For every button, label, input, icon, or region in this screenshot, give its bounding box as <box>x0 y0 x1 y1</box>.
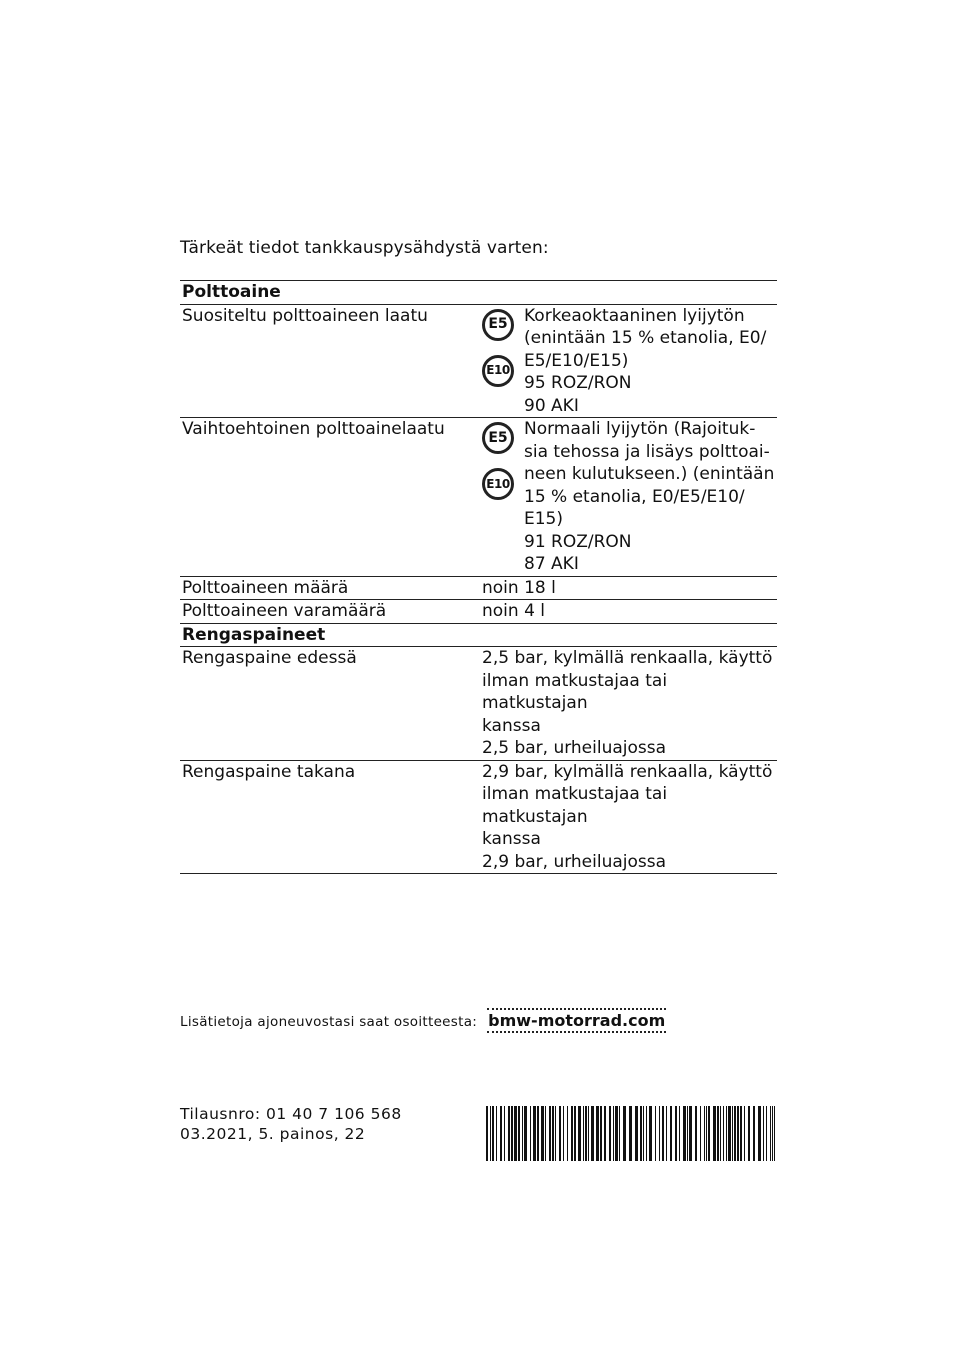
value-line: 95 ROZ/RON <box>524 373 632 393</box>
value-line: kanssa <box>482 715 541 736</box>
value-line: 2,5 bar, urheiluajossa <box>482 738 667 758</box>
fuel-icons <box>482 418 524 576</box>
value-line: E15) <box>524 509 564 529</box>
e5-fuel-icon: E5 <box>482 422 514 454</box>
value-line: neen kulutukseen.) (enintään <box>524 464 775 484</box>
row-value-fuel-reserve: noin 4 l <box>482 601 546 621</box>
table-row-tyre-rear <box>180 761 777 875</box>
table-row-alternative-fuel <box>180 418 777 577</box>
value-line: Korkeaoktaaninen lyijytön <box>524 305 745 326</box>
value-line: 90 AKI <box>524 395 579 416</box>
section-header-fuel <box>180 281 777 305</box>
value-line: (enintään 15 % etanolia, E0/ <box>524 328 767 348</box>
intro-heading: Tärkeät tiedot tankkauspysähdystä varten: <box>180 238 549 258</box>
table-row-fuel-capacity <box>180 577 777 601</box>
refuel-info-table <box>180 280 777 874</box>
e5-fuel-icon: E5 <box>482 309 514 341</box>
section-header-tyres <box>180 624 777 648</box>
value-line: E5/E10/E15) <box>524 350 629 371</box>
row-label-tyre-front: Rengaspaine edessä <box>182 648 357 668</box>
footer-info <box>180 1008 666 1033</box>
row-value-fuel-capacity: noin 18 l <box>482 577 556 598</box>
website-link[interactable]: bmw-motorrad.com <box>487 1008 666 1033</box>
row-value-alternative-fuel <box>524 418 777 576</box>
value-line: 2,5 bar, kylmällä renkaalla, käyttö <box>482 648 773 668</box>
row-value-tyre-rear <box>482 761 777 874</box>
table-row-recommended-fuel <box>180 305 777 419</box>
table-row-fuel-reserve <box>180 600 777 624</box>
edition-info: 03.2021, 5. painos, 22 <box>180 1125 366 1143</box>
value-line: 2,9 bar, urheiluajossa <box>482 851 667 872</box>
value-line: 87 AKI <box>524 554 579 574</box>
value-line: Normaali lyijytön (Rajoituk- <box>524 419 756 439</box>
row-label-fuel-capacity: Polttoaineen määrä <box>182 577 349 598</box>
order-number: Tilausnro: 01 40 7 106 568 <box>180 1105 402 1123</box>
footer-info-label: Lisätietoja ajoneuvostasi saat osoitteesta: <box>180 1014 478 1030</box>
row-label-recommended-fuel: Suositeltu polttoaineen laatu <box>182 305 428 326</box>
e10-fuel-icon: E10 <box>482 468 514 500</box>
barcode-image <box>486 1106 778 1161</box>
row-value-recommended-fuel <box>524 305 777 418</box>
section-title-fuel: Polttoaine <box>182 282 281 302</box>
row-label-tyre-rear: Rengaspaine takana <box>182 761 356 782</box>
value-line: 2,9 bar, kylmällä renkaalla, käyttö <box>482 761 773 782</box>
row-label-alternative-fuel: Vaihtoehtoinen polttoainelaatu <box>182 419 445 439</box>
e10-fuel-icon: E10 <box>482 355 514 387</box>
value-line: sia tehossa ja lisäys polttoai- <box>524 441 770 462</box>
value-line: ilman matkustajaa tai matkustajan <box>482 670 668 713</box>
row-value-tyre-front <box>482 647 777 760</box>
value-line: kanssa <box>482 829 541 849</box>
section-title-tyres: Rengaspaineet <box>182 624 326 645</box>
order-info <box>180 1104 402 1144</box>
table-row-tyre-front <box>180 647 777 761</box>
value-line: 15 % etanolia, E0/E5/E10/ <box>524 486 745 507</box>
value-line: 91 ROZ/RON <box>524 531 632 552</box>
row-label-fuel-reserve: Polttoaineen varamäärä <box>182 601 387 621</box>
fuel-icons <box>482 305 524 418</box>
value-line: ilman matkustajaa tai matkustajan <box>482 784 668 827</box>
